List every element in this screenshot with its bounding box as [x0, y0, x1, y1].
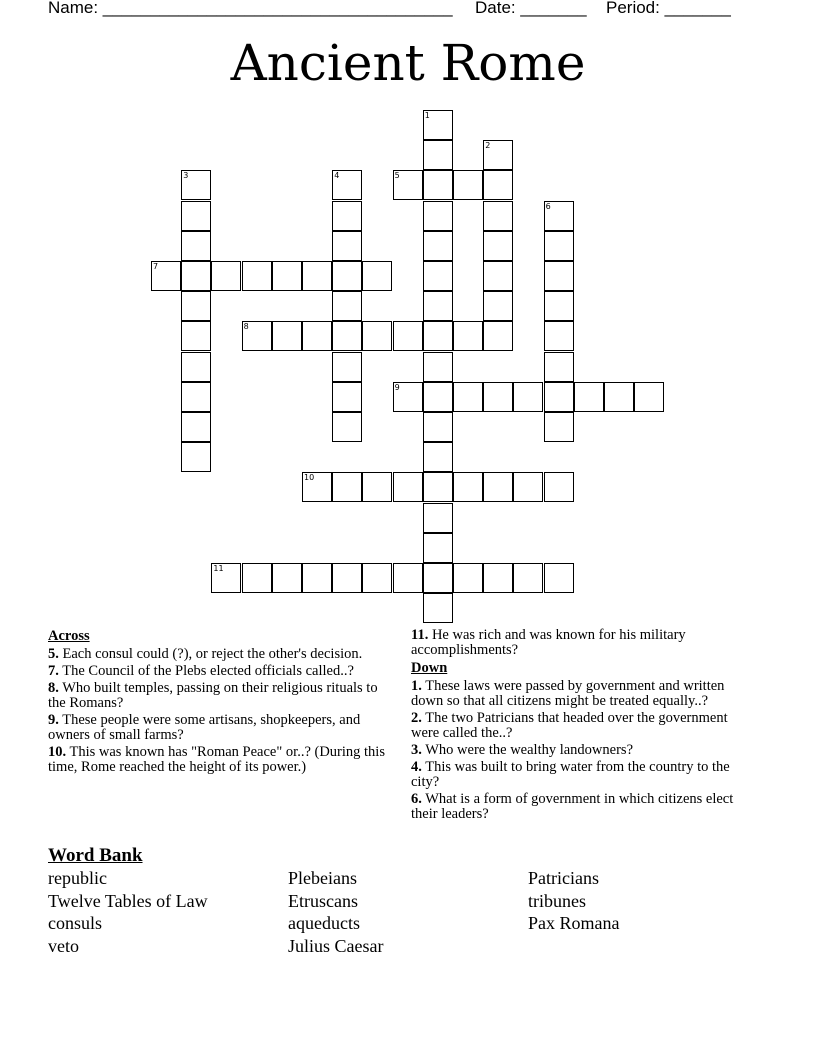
grid-cell[interactable] [362, 563, 392, 593]
word-bank-item: Julius Caesar [288, 935, 384, 956]
word-bank-item: consuls [48, 913, 102, 933]
word-bank-item: veto [48, 935, 79, 956]
grid-cell[interactable] [423, 563, 453, 593]
clue-number: 5 [394, 171, 400, 181]
across-heading: Across [48, 628, 90, 644]
grid-cell[interactable] [423, 412, 453, 442]
grid-cell[interactable] [362, 321, 392, 351]
clue-number: 9 [394, 382, 400, 392]
grid-cell[interactable] [423, 291, 453, 321]
clue-down-6: 6. What is a form of government in which citizens elect their leaders? [411, 791, 734, 822]
word-bank-title: Word Bank [48, 845, 143, 866]
name-field[interactable]: Name: _____________________________________ [48, 0, 453, 17]
word-bank-item: Patricians [528, 868, 599, 888]
grid-cell[interactable] [544, 382, 574, 412]
grid-cell[interactable] [453, 382, 483, 412]
clue-down-1: 1. These laws were passed by government and written down so that all citizens might be treated equally..? [411, 678, 725, 709]
word-bank-item: Pax Romana [528, 913, 620, 933]
grid-cell[interactable] [181, 352, 211, 382]
grid-cell[interactable] [362, 472, 392, 502]
grid-cell[interactable] [423, 201, 453, 231]
grid-cell[interactable] [453, 170, 483, 200]
word-bank-item: Plebeians [288, 868, 357, 888]
grid-cell[interactable] [393, 382, 423, 412]
clue-across-5: 5. Each consul could (?), or reject the other's decision. [48, 646, 363, 662]
word-bank-item: Twelve Tables of Law [48, 890, 208, 911]
grid-cell[interactable] [332, 201, 362, 231]
grid-cell[interactable] [332, 170, 362, 200]
clue-number: 11 [213, 564, 224, 573]
grid-cell[interactable] [423, 110, 453, 140]
grid-cell[interactable] [483, 170, 513, 200]
clue-down-4: 4. This was built to bring water from the country to the city? [411, 759, 730, 790]
word-bank-item: aqueducts [288, 913, 360, 933]
grid-cell[interactable] [332, 563, 362, 593]
grid-cell[interactable] [574, 382, 604, 412]
grid-cell[interactable] [423, 352, 453, 382]
grid-cell[interactable] [272, 321, 302, 351]
clue-number: 8 [243, 322, 249, 332]
grid-cell[interactable] [211, 563, 241, 593]
grid-cell[interactable] [483, 231, 513, 261]
clue-number: 4 [334, 171, 340, 181]
grid-cell[interactable] [332, 472, 362, 502]
grid-cell[interactable] [211, 261, 241, 291]
grid-cell[interactable] [423, 321, 453, 351]
clues-left-column [48, 628, 388, 777]
grid-cell[interactable] [181, 291, 211, 321]
grid-cell[interactable] [513, 472, 543, 502]
grid-cell[interactable] [181, 170, 211, 200]
clue-across-7: 7. The Council of the Plebs elected officials called..? [48, 663, 354, 679]
clue-number: 1 [424, 111, 430, 120]
word-bank-item: republic [48, 868, 107, 888]
grid-cell[interactable] [423, 231, 453, 261]
grid-cell[interactable] [181, 261, 211, 291]
grid-cell[interactable] [332, 412, 362, 442]
grid-cell[interactable] [483, 201, 513, 231]
grid-cell[interactable] [393, 563, 423, 593]
grid-cell[interactable] [332, 352, 362, 382]
grid-cell[interactable] [544, 563, 574, 593]
grid-cell[interactable] [302, 261, 332, 291]
grid-cell[interactable] [544, 412, 574, 442]
grid-cell[interactable] [513, 382, 543, 412]
grid-cell[interactable] [513, 563, 543, 593]
clue-across-9: 9. These people were some artisans, shopkeepers, and owners of small farms? [48, 712, 361, 743]
grid-cell[interactable] [423, 261, 453, 291]
grid-cell[interactable] [181, 412, 211, 442]
grid-cell[interactable] [181, 201, 211, 231]
grid-cell[interactable] [302, 472, 332, 502]
word-bank-item: tribunes [528, 890, 586, 911]
grid-cell[interactable] [453, 321, 483, 351]
grid-cell[interactable] [332, 291, 362, 321]
period-field[interactable]: Period: _______ [606, 0, 731, 17]
grid-cell[interactable] [544, 201, 574, 231]
clue-across-8: 8. Who built temples, passing on their religious rituals to the Romans? [48, 680, 378, 711]
clue-number: 10 [304, 473, 315, 483]
grid-cell[interactable] [332, 382, 362, 412]
grid-cell[interactable] [544, 231, 574, 261]
grid-cell[interactable] [604, 382, 634, 412]
grid-cell[interactable] [483, 472, 513, 502]
clue-across-11: 11. He was rich and was known for his military accomplishments? [411, 627, 686, 658]
grid-cell[interactable] [302, 321, 332, 351]
grid-cell[interactable] [483, 382, 513, 412]
clue-number: 2 [485, 141, 491, 151]
grid-cell[interactable] [272, 563, 302, 593]
grid-cell[interactable] [544, 472, 574, 502]
grid-cell[interactable] [332, 261, 362, 291]
grid-cell[interactable] [181, 231, 211, 261]
grid-cell[interactable] [242, 261, 272, 291]
grid-cell[interactable] [483, 291, 513, 321]
clue-across-10: 10. This was known has "Roman Peace" or..? (During this time, Rome reached the height of its power.) [48, 744, 385, 775]
clue-down-3: 3. Who were the wealthy landowners? [411, 742, 634, 758]
grid-cell[interactable] [332, 231, 362, 261]
grid-cell[interactable] [544, 291, 574, 321]
grid-cell[interactable] [544, 352, 574, 382]
clue-down-2: 2. The two Patricians that headed over the government were called the..? [411, 710, 728, 741]
grid-cell[interactable] [423, 593, 453, 623]
grid-cell[interactable] [242, 321, 272, 351]
word-bank-item: Etruscans [288, 890, 358, 911]
grid-cell[interactable] [423, 140, 453, 170]
grid-cell[interactable] [181, 382, 211, 412]
down-heading: Down [411, 660, 448, 676]
grid-cell[interactable] [483, 563, 513, 593]
grid-cell[interactable] [242, 563, 272, 593]
grid-cell[interactable] [151, 261, 181, 291]
grid-cell[interactable] [332, 321, 362, 351]
grid-cell[interactable] [423, 442, 453, 472]
grid-cell[interactable] [483, 261, 513, 291]
grid-cell[interactable] [453, 563, 483, 593]
grid-cell[interactable] [423, 472, 453, 502]
grid-cell[interactable] [302, 563, 332, 593]
grid-cell[interactable] [544, 261, 574, 291]
clue-number: 6 [545, 201, 551, 211]
clue-number: 3 [183, 171, 189, 181]
grid-cell[interactable] [483, 321, 513, 351]
grid-cell[interactable] [634, 382, 664, 412]
grid-cell[interactable] [393, 170, 423, 200]
grid-cell[interactable] [423, 170, 453, 200]
grid-cell[interactable] [544, 321, 574, 351]
grid-cell[interactable] [393, 472, 423, 502]
word-bank [48, 867, 768, 967]
grid-cell[interactable] [423, 503, 453, 533]
grid-cell[interactable] [181, 321, 211, 351]
grid-cell[interactable] [483, 140, 513, 170]
clue-number: 7 [153, 262, 159, 271]
clues-right-column [411, 628, 756, 824]
date-field[interactable]: Date: _______ [475, 0, 587, 17]
grid-cell[interactable] [423, 382, 453, 412]
grid-cell[interactable] [453, 472, 483, 502]
grid-cell[interactable] [272, 261, 302, 291]
page-title: Ancient Rome [230, 34, 586, 92]
grid-cell[interactable] [423, 533, 453, 563]
grid-cell[interactable] [362, 261, 392, 291]
grid-cell[interactable] [181, 442, 211, 472]
grid-cell[interactable] [393, 321, 423, 351]
